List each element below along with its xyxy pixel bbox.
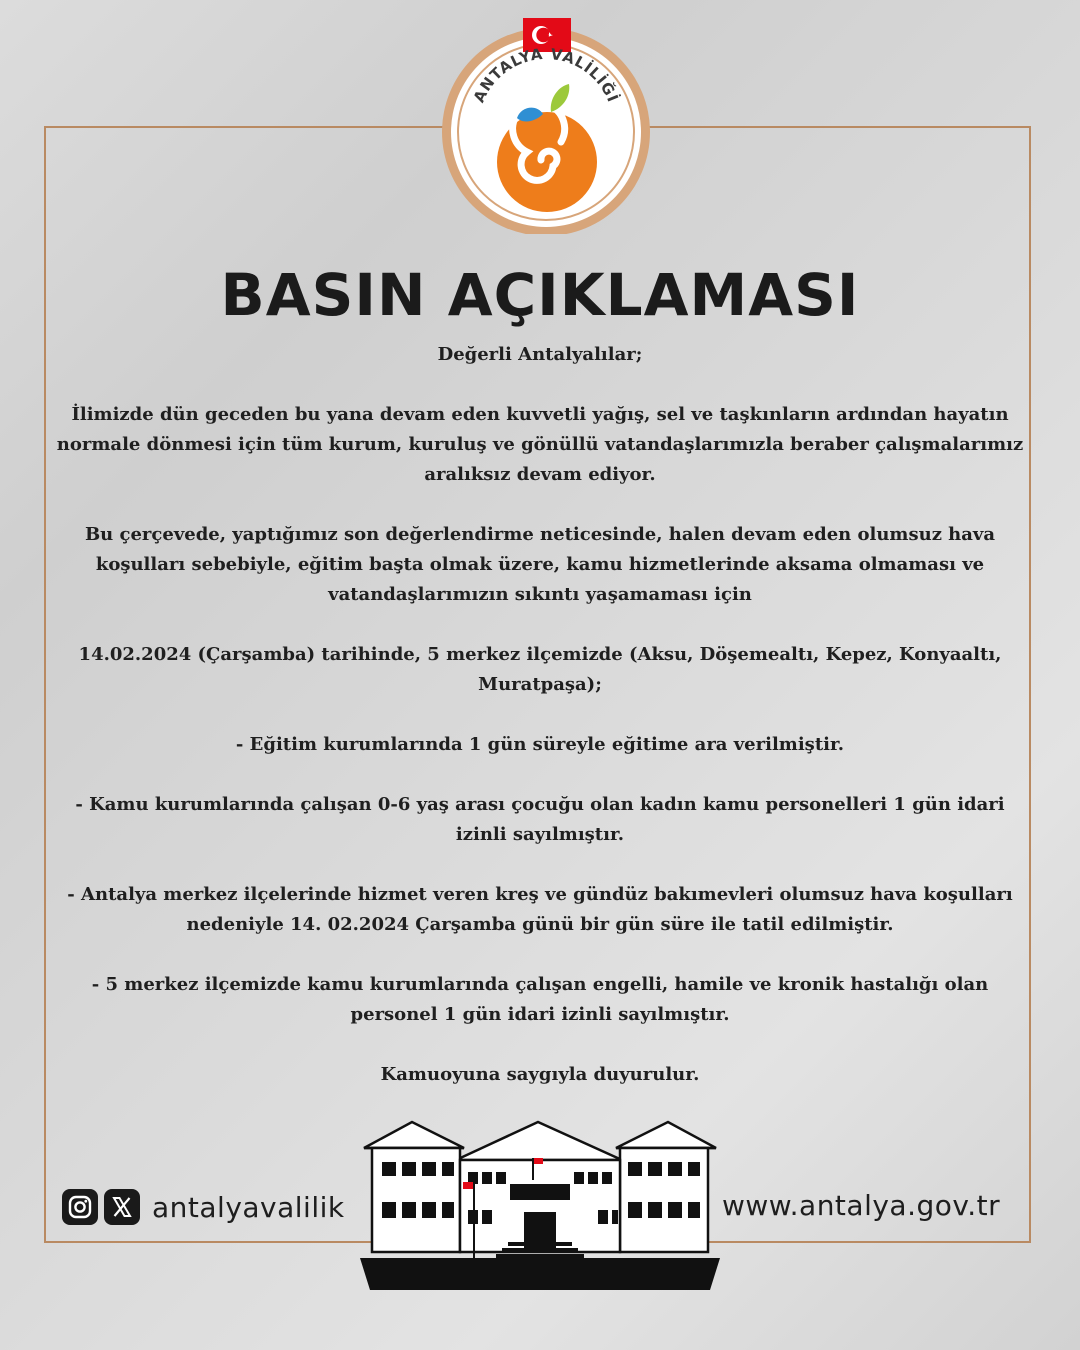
x-icon[interactable] (104, 1189, 140, 1225)
bullet-mothers-leave: - Kamu kurumlarında çalışan 0-6 yaş arası çocuğu olan kadın kamu personelleri 1 gün idari izinli sayılmıştır. (75, 794, 1005, 845)
instagram-icon[interactable] (62, 1189, 98, 1225)
social-handle[interactable]: antalyavalilik (152, 1190, 345, 1224)
closing-line: Kamuoyuna saygıyla duyurulur. (380, 1064, 700, 1085)
paragraph-date: 14.02.2024 (Çarşamba) tarihinde, 5 merkez ilçemizde (Aksu, Döşemealtı, Kepez, Konyaaltı, Muratpaşa); (78, 644, 1002, 695)
social-links (62, 1189, 345, 1225)
logo-arc-text: ANTALYA VALİLİĞİ (469, 44, 623, 106)
bullet-education: - Eğitim kurumlarında 1 gün süreyle eğitime ara verilmiştir. (235, 734, 845, 755)
antalya-valiligi-logo (437, 14, 655, 234)
greeting: Değerli Antalyalılar; (437, 344, 643, 365)
website-link[interactable]: www.antalya.gov.tr (722, 1189, 1001, 1222)
bullet-daycare: - Antalya merkez ilçelerinde hizmet veren kreş ve gündüz bakımevleri olumsuz hava koşulları nedeniyle 14. 02.2024 Çarşamba günü bir gün süre ile tatil edilmiştir. (67, 884, 1013, 935)
building-illustration (360, 1118, 720, 1290)
paragraph-context: Bu çerçevede, yaptığımız son değerlendirme neticesinde, halen devam eden olumsuz hava koşulları sebebiyle, eğitim başta olmak üzere, kamu hizmetlerinde aksama olmaması ve vatandaşlarımızın sıkıntı yaşamaması için (84, 524, 996, 605)
paragraph-intro: İlimizde dün geceden bu yana devam eden kuvvetli yağış, sel ve taşkınların ardından hayatın normale dönmesi için tüm kurum, kuruluş ve gönüllü vatandaşlarımızla beraber çalışmalarımız aralıksız devam ediyor. (56, 404, 1024, 485)
bullet-disabled-leave: - 5 merkez ilçemizde kamu kurumlarında çalışan engelli, hamile ve kronik hastalığı olan personel 1 gün idari izinli sayılmıştır. (91, 974, 989, 1025)
page-title: BASIN AÇIKLAMASI (220, 261, 860, 329)
press-release-body (52, 340, 1028, 1120)
